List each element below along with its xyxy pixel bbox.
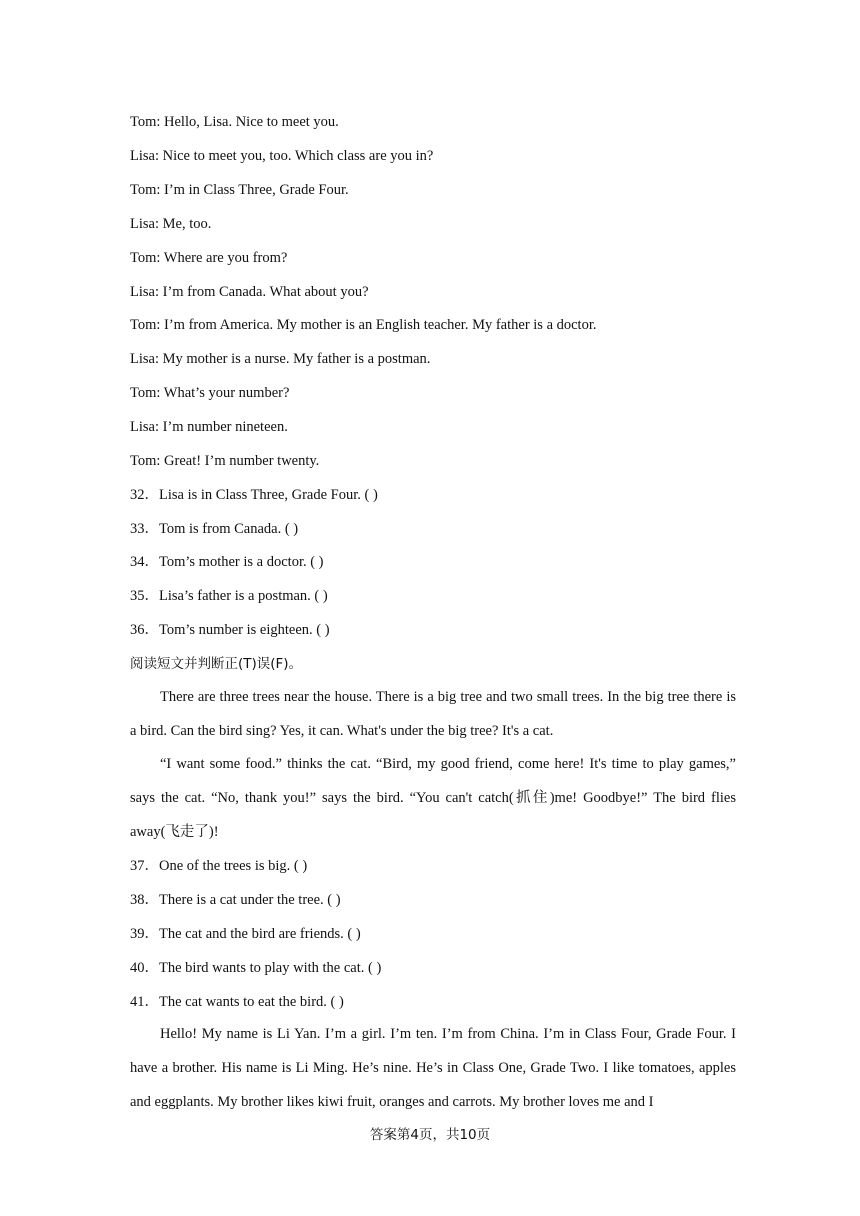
question-item: 40．The bird wants to play with the cat. ( ) [130, 960, 382, 976]
dialogue-line: Lisa: Nice to meet you, too. Which class are you in? [130, 148, 434, 164]
page-footer: 答案第4页，共10页 [369, 1127, 491, 1143]
question-item: 34．Tom’s mother is a doctor. ( ) [130, 554, 324, 570]
question-item: 37．One of the trees is big. ( ) [130, 858, 308, 874]
question-item: 35．Lisa’s father is a postman. ( ) [130, 588, 328, 604]
question-item: 38．There is a cat under the tree. ( ) [130, 892, 341, 908]
passage-paragraph: “I want some food.” thinks the cat. “Bird, my good friend, come here! It's time to play games,” says the cat. “No, thank you!” says the bird. “You can't catch(抓住)me! Goodbye!” The bird flies away(飞走了)! [130, 756, 736, 840]
question-item: 41．The cat wants to eat the bird. ( ) [130, 994, 344, 1010]
section-instruction: 阅读短文并判断正(T)误(F)。 [130, 656, 303, 672]
dialogue-line: Tom: Hello, Lisa. Nice to meet you. [130, 114, 339, 130]
dialogue-line: Lisa: Me, too. [130, 216, 212, 232]
question-item: 33．Tom is from Canada. ( ) [130, 521, 299, 537]
dialogue-line: Tom: I’m in Class Three, Grade Four. [130, 182, 349, 198]
dialogue-line: Tom: I’m from America. My mother is an English teacher. My father is a doctor. [130, 317, 597, 333]
dialogue-line: Lisa: I’m from Canada. What about you? [130, 284, 369, 300]
dialogue-line: Tom: Where are you from? [130, 250, 288, 266]
dialogue-line: Tom: Great! I’m number twenty. [130, 453, 320, 469]
dialogue-line: Lisa: My mother is a nurse. My father is a postman. [130, 351, 431, 367]
dialogue-line: Tom: What’s your number? [130, 385, 290, 401]
passage-paragraph: There are three trees near the house. There is a big tree and two small trees. In the big tree there is a bird. Can the bird sing? Yes, it can. What's under the big tree? It's a cat. [130, 689, 736, 739]
question-item: 32．Lisa is in Class Three, Grade Four. ( ) [130, 487, 378, 503]
passage-paragraph: Hello! My name is Li Yan. I’m a girl. I’m ten. I’m from China. I’m in Class Four, Grade Four. I have a brother. His name is Li Ming. He’s nine. He’s in Class One, Grade Two. I like tomatoes, apples and eggplants. My brother likes kiwi fruit, oranges and carrots. My brother loves me and I [130, 1026, 736, 1110]
dialogue-line: Lisa: I’m number nineteen. [130, 419, 288, 435]
question-item: 36．Tom’s number is eighteen. ( ) [130, 622, 330, 638]
question-item: 39．The cat and the bird are friends. ( ) [130, 926, 361, 942]
